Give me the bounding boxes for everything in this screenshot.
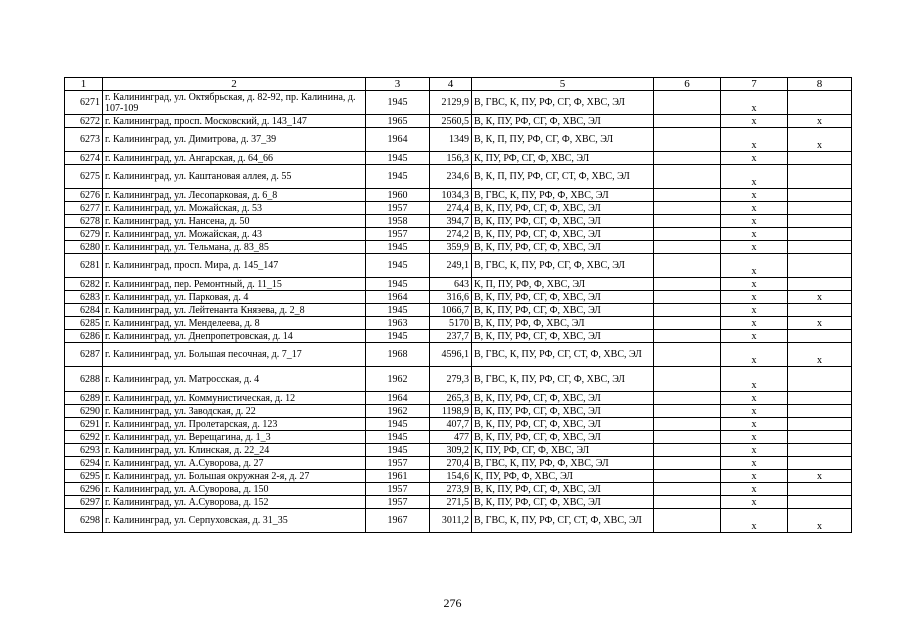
- col7-mark: x: [721, 291, 788, 304]
- col-header-3: 3: [366, 78, 430, 91]
- row-number: 6286: [65, 330, 103, 343]
- col7-mark: x: [721, 165, 788, 189]
- utilities-cell: К, ПУ, РФ, СГ, Ф, ХВС, ЭЛ: [472, 444, 654, 457]
- table-row: [65, 278, 852, 291]
- col8-mark: [788, 254, 852, 278]
- year-cell: 1964: [366, 392, 430, 405]
- year-cell: 1957: [366, 202, 430, 215]
- row-number: 6295: [65, 470, 103, 483]
- col-header-5: 5: [472, 78, 654, 91]
- year-cell: 1960: [366, 189, 430, 202]
- col7-mark: x: [721, 278, 788, 291]
- col7-mark: x: [721, 483, 788, 496]
- col6-cell: [654, 152, 721, 165]
- row-number: 6274: [65, 152, 103, 165]
- col-header-4: 4: [430, 78, 472, 91]
- col7-mark: x: [721, 496, 788, 509]
- col7-mark: x: [721, 215, 788, 228]
- year-cell: 1964: [366, 291, 430, 304]
- col8-mark: [788, 189, 852, 202]
- year-cell: 1945: [366, 330, 430, 343]
- utilities-cell: В, К, ПУ, РФ, СГ, Ф, ХВС, ЭЛ: [472, 392, 654, 405]
- col7-mark: x: [721, 367, 788, 392]
- col6-cell: [654, 254, 721, 278]
- table-row: [65, 128, 852, 152]
- row-number: 6297: [65, 496, 103, 509]
- year-cell: 1945: [366, 278, 430, 291]
- col8-mark: x: [788, 470, 852, 483]
- row-number: 6281: [65, 254, 103, 278]
- utilities-cell: В, К, ПУ, РФ, Ф, ХВС, ЭЛ: [472, 317, 654, 330]
- utilities-cell: В, К, ПУ, РФ, СГ, Ф, ХВС, ЭЛ: [472, 330, 654, 343]
- utilities-cell: В, К, ПУ, РФ, СГ, Ф, ХВС, ЭЛ: [472, 496, 654, 509]
- col6-cell: [654, 444, 721, 457]
- utilities-cell: В, ГВС, К, ПУ, РФ, СГ, СТ, Ф, ХВС, ЭЛ: [472, 509, 654, 533]
- col6-cell: [654, 496, 721, 509]
- col7-mark: x: [721, 392, 788, 405]
- col7-mark: x: [721, 189, 788, 202]
- row-number: 6293: [65, 444, 103, 457]
- col6-cell: [654, 405, 721, 418]
- col6-cell: [654, 215, 721, 228]
- col8-mark: [788, 241, 852, 254]
- col8-mark: [788, 228, 852, 241]
- row-number: 6272: [65, 115, 103, 128]
- area-cell: 156,3: [430, 152, 472, 165]
- col8-mark: x: [788, 317, 852, 330]
- year-cell: 1957: [366, 457, 430, 470]
- table-row: [65, 304, 852, 317]
- area-cell: 5170: [430, 317, 472, 330]
- row-number: 6285: [65, 317, 103, 330]
- table-row: [65, 343, 852, 367]
- utilities-cell: К, ПУ, РФ, Ф, ХВС, ЭЛ: [472, 470, 654, 483]
- year-cell: 1961: [366, 470, 430, 483]
- row-number: 6294: [65, 457, 103, 470]
- col8-mark: [788, 152, 852, 165]
- col-header-2: 2: [103, 78, 366, 91]
- page-number: 276: [443, 596, 462, 610]
- col8-mark: [788, 304, 852, 317]
- col7-mark: x: [721, 91, 788, 115]
- table-row: [65, 189, 852, 202]
- row-number: 6280: [65, 241, 103, 254]
- utilities-cell: В, К, ПУ, РФ, СГ, Ф, ХВС, ЭЛ: [472, 228, 654, 241]
- address-cell: г. Калининград, ул. Октябрьская, д. 82-92, пр. Калинина, д. 107-109: [103, 91, 366, 115]
- col6-cell: [654, 317, 721, 330]
- address-cell: г. Калининград, ул. Можайская, д. 43: [103, 228, 366, 241]
- area-cell: 1066,7: [430, 304, 472, 317]
- area-cell: 279,3: [430, 367, 472, 392]
- address-cell: г. Калининград, ул. Заводская, д. 22: [103, 405, 366, 418]
- area-cell: 1034,3: [430, 189, 472, 202]
- col-header-6: 6: [654, 78, 721, 91]
- col6-cell: [654, 470, 721, 483]
- year-cell: 1962: [366, 405, 430, 418]
- col6-cell: [654, 509, 721, 533]
- row-number: 6289: [65, 392, 103, 405]
- col8-mark: [788, 202, 852, 215]
- year-cell: 1958: [366, 215, 430, 228]
- col8-mark: [788, 457, 852, 470]
- row-number: 6287: [65, 343, 103, 367]
- year-cell: 1963: [366, 317, 430, 330]
- area-cell: 1198,9: [430, 405, 472, 418]
- area-cell: 2560,5: [430, 115, 472, 128]
- col6-cell: [654, 278, 721, 291]
- table-row: [65, 444, 852, 457]
- table-row: [65, 241, 852, 254]
- col-header-1: 1: [65, 78, 103, 91]
- address-cell: г. Калининград, просп. Московский, д. 143_147: [103, 115, 366, 128]
- col8-mark: [788, 367, 852, 392]
- col6-cell: [654, 392, 721, 405]
- row-number: 6276: [65, 189, 103, 202]
- col8-mark: [788, 496, 852, 509]
- col6-cell: [654, 202, 721, 215]
- address-cell: г. Калининград, ул. Тельмана, д. 83_85: [103, 241, 366, 254]
- utilities-cell: В, К, ПУ, РФ, СГ, Ф, ХВС, ЭЛ: [472, 431, 654, 444]
- col7-mark: x: [721, 202, 788, 215]
- area-cell: 249,1: [430, 254, 472, 278]
- col6-cell: [654, 483, 721, 496]
- col8-mark: [788, 330, 852, 343]
- address-cell: г. Калининград, ул. Менделеева, д. 8: [103, 317, 366, 330]
- col7-mark: x: [721, 254, 788, 278]
- row-number: 6282: [65, 278, 103, 291]
- utilities-cell: В, ГВС, К, ПУ, РФ, СГ, Ф, ХВС, ЭЛ: [472, 367, 654, 392]
- col8-mark: [788, 278, 852, 291]
- table-row: [65, 470, 852, 483]
- utilities-cell: В, ГВС, К, ПУ, РФ, СГ, СТ, Ф, ХВС, ЭЛ: [472, 343, 654, 367]
- table-row: [65, 202, 852, 215]
- area-cell: 643: [430, 278, 472, 291]
- table-row: [65, 509, 852, 533]
- col6-cell: [654, 291, 721, 304]
- row-number: 6291: [65, 418, 103, 431]
- utilities-cell: В, ГВС, К, ПУ, РФ, СГ, Ф, ХВС, ЭЛ: [472, 254, 654, 278]
- col8-mark: x: [788, 115, 852, 128]
- col8-mark: x: [788, 291, 852, 304]
- col-header-7: 7: [721, 78, 788, 91]
- col6-cell: [654, 91, 721, 115]
- utilities-cell: В, К, ПУ, РФ, СГ, Ф, ХВС, ЭЛ: [472, 291, 654, 304]
- table-row: [65, 152, 852, 165]
- col6-cell: [654, 128, 721, 152]
- area-cell: 271,5: [430, 496, 472, 509]
- col6-cell: [654, 343, 721, 367]
- table-row: [65, 418, 852, 431]
- table-row: [65, 115, 852, 128]
- year-cell: 1945: [366, 165, 430, 189]
- utilities-cell: В, ГВС, К, ПУ, РФ, СГ, Ф, ХВС, ЭЛ: [472, 91, 654, 115]
- table-row: [65, 483, 852, 496]
- year-cell: 1957: [366, 496, 430, 509]
- address-cell: г. Калининград, ул. А.Суворова, д. 152: [103, 496, 366, 509]
- utilities-cell: К, ПУ, РФ, СГ, Ф, ХВС, ЭЛ: [472, 152, 654, 165]
- table-row: [65, 228, 852, 241]
- area-cell: 359,9: [430, 241, 472, 254]
- col6-cell: [654, 304, 721, 317]
- col6-cell: [654, 115, 721, 128]
- utilities-cell: В, К, ПУ, РФ, СГ, Ф, ХВС, ЭЛ: [472, 483, 654, 496]
- col6-cell: [654, 189, 721, 202]
- address-cell: г. Калининград, ул. Клинская, д. 22_24: [103, 444, 366, 457]
- table-row: [65, 431, 852, 444]
- row-number: 6275: [65, 165, 103, 189]
- table-row: [65, 317, 852, 330]
- col8-mark: x: [788, 509, 852, 533]
- col6-cell: [654, 418, 721, 431]
- table-row: [65, 165, 852, 189]
- utilities-cell: В, К, П, ПУ, РФ, СГ, СТ, Ф, ХВС, ЭЛ: [472, 165, 654, 189]
- area-cell: 3011,2: [430, 509, 472, 533]
- header-row: [65, 78, 852, 91]
- address-cell: г. Калининград, ул. А.Суворова, д. 27: [103, 457, 366, 470]
- year-cell: 1945: [366, 444, 430, 457]
- area-cell: 234,6: [430, 165, 472, 189]
- year-cell: 1965: [366, 115, 430, 128]
- year-cell: 1945: [366, 241, 430, 254]
- row-number: 6277: [65, 202, 103, 215]
- table-row: [65, 291, 852, 304]
- col7-mark: x: [721, 115, 788, 128]
- col8-mark: [788, 392, 852, 405]
- year-cell: 1945: [366, 152, 430, 165]
- col7-mark: x: [721, 304, 788, 317]
- area-cell: 394,7: [430, 215, 472, 228]
- address-cell: г. Калининград, ул. Каштановая аллея, д. 55: [103, 165, 366, 189]
- area-cell: 274,4: [430, 202, 472, 215]
- address-cell: г. Калининград, ул. А.Суворова, д. 150: [103, 483, 366, 496]
- utilities-cell: В, К, ПУ, РФ, СГ, Ф, ХВС, ЭЛ: [472, 304, 654, 317]
- col7-mark: x: [721, 509, 788, 533]
- col8-mark: x: [788, 128, 852, 152]
- col6-cell: [654, 228, 721, 241]
- col7-mark: x: [721, 405, 788, 418]
- row-number: 6283: [65, 291, 103, 304]
- utilities-cell: В, ГВС, К, ПУ, РФ, Ф, ХВС, ЭЛ: [472, 189, 654, 202]
- col8-mark: [788, 215, 852, 228]
- col8-mark: [788, 165, 852, 189]
- col7-mark: x: [721, 317, 788, 330]
- row-number: 6298: [65, 509, 103, 533]
- year-cell: 1967: [366, 509, 430, 533]
- row-number: 6296: [65, 483, 103, 496]
- buildings-table: [64, 77, 852, 533]
- address-cell: г. Калининград, ул. Днепропетровская, д. 14: [103, 330, 366, 343]
- col8-mark: x: [788, 343, 852, 367]
- col7-mark: x: [721, 343, 788, 367]
- area-cell: 270,4: [430, 457, 472, 470]
- table-row: [65, 367, 852, 392]
- row-number: 6290: [65, 405, 103, 418]
- row-number: 6279: [65, 228, 103, 241]
- utilities-cell: В, К, ПУ, РФ, СГ, Ф, ХВС, ЭЛ: [472, 241, 654, 254]
- table-row: [65, 496, 852, 509]
- col7-mark: x: [721, 128, 788, 152]
- area-cell: 2129,9: [430, 91, 472, 115]
- year-cell: 1945: [366, 431, 430, 444]
- row-number: 6288: [65, 367, 103, 392]
- area-cell: 316,6: [430, 291, 472, 304]
- table-row: [65, 457, 852, 470]
- table-row: [65, 405, 852, 418]
- table-row: [65, 392, 852, 405]
- area-cell: 1349: [430, 128, 472, 152]
- utilities-cell: В, К, ПУ, РФ, СГ, Ф, ХВС, ЭЛ: [472, 215, 654, 228]
- address-cell: г. Калининград, ул. Большая окружная 2-я, д. 27: [103, 470, 366, 483]
- address-cell: г. Калининград, ул. Большая песочная, д. 7_17: [103, 343, 366, 367]
- col6-cell: [654, 431, 721, 444]
- area-cell: 309,2: [430, 444, 472, 457]
- col7-mark: x: [721, 470, 788, 483]
- year-cell: 1962: [366, 367, 430, 392]
- utilities-cell: В, К, ПУ, РФ, СГ, Ф, ХВС, ЭЛ: [472, 202, 654, 215]
- utilities-cell: В, К, ПУ, РФ, СГ, Ф, ХВС, ЭЛ: [472, 115, 654, 128]
- col7-mark: x: [721, 330, 788, 343]
- utilities-cell: В, ГВС, К, ПУ, РФ, Ф, ХВС, ЭЛ: [472, 457, 654, 470]
- col8-mark: [788, 444, 852, 457]
- col6-cell: [654, 367, 721, 392]
- col7-mark: x: [721, 152, 788, 165]
- address-cell: г. Калининград, ул. Лесопарковая, д. 6_8: [103, 189, 366, 202]
- year-cell: 1945: [366, 304, 430, 317]
- area-cell: 265,3: [430, 392, 472, 405]
- col7-mark: x: [721, 241, 788, 254]
- address-cell: г. Калининград, ул. Матросская, д. 4: [103, 367, 366, 392]
- col7-mark: x: [721, 228, 788, 241]
- utilities-cell: В, К, ПУ, РФ, СГ, Ф, ХВС, ЭЛ: [472, 405, 654, 418]
- address-cell: г. Калининград, пер. Ремонтный, д. 11_15: [103, 278, 366, 291]
- col6-cell: [654, 165, 721, 189]
- row-number: 6273: [65, 128, 103, 152]
- col7-mark: x: [721, 418, 788, 431]
- address-cell: г. Калининград, ул. Серпуховская, д. 31_35: [103, 509, 366, 533]
- year-cell: 1964: [366, 128, 430, 152]
- utilities-cell: К, П, ПУ, РФ, Ф, ХВС, ЭЛ: [472, 278, 654, 291]
- year-cell: 1957: [366, 228, 430, 241]
- col7-mark: x: [721, 431, 788, 444]
- address-cell: г. Калининград, ул. Нансена, д. 50: [103, 215, 366, 228]
- row-number: 6284: [65, 304, 103, 317]
- area-cell: 154,6: [430, 470, 472, 483]
- area-cell: 477: [430, 431, 472, 444]
- address-cell: г. Калининград, ул. Коммунистическая, д. 12: [103, 392, 366, 405]
- col6-cell: [654, 241, 721, 254]
- year-cell: 1968: [366, 343, 430, 367]
- year-cell: 1945: [366, 254, 430, 278]
- col6-cell: [654, 330, 721, 343]
- col8-mark: [788, 431, 852, 444]
- address-cell: г. Калининград, ул. Парковая, д. 4: [103, 291, 366, 304]
- area-cell: 4596,1: [430, 343, 472, 367]
- col8-mark: [788, 418, 852, 431]
- table-row: [65, 91, 852, 115]
- col7-mark: x: [721, 457, 788, 470]
- utilities-cell: В, К, П, ПУ, РФ, СГ, Ф, ХВС, ЭЛ: [472, 128, 654, 152]
- address-cell: г. Калининград, ул. Димитрова, д. 37_39: [103, 128, 366, 152]
- col8-mark: [788, 91, 852, 115]
- row-number: 6271: [65, 91, 103, 115]
- year-cell: 1957: [366, 483, 430, 496]
- address-cell: г. Калининград, ул. Пролетарская, д. 123: [103, 418, 366, 431]
- area-cell: 237,7: [430, 330, 472, 343]
- table-row: [65, 215, 852, 228]
- col7-mark: x: [721, 444, 788, 457]
- address-cell: г. Калининград, ул. Лейтенанта Князева, д. 2_8: [103, 304, 366, 317]
- col8-mark: [788, 483, 852, 496]
- address-cell: г. Калининград, ул. Ангарская, д. 64_66: [103, 152, 366, 165]
- col8-mark: [788, 405, 852, 418]
- address-cell: г. Калининград, ул. Можайская, д. 53: [103, 202, 366, 215]
- address-cell: г. Калининград, просп. Мира, д. 145_147: [103, 254, 366, 278]
- table-row: [65, 330, 852, 343]
- row-number: 6278: [65, 215, 103, 228]
- area-cell: 407,7: [430, 418, 472, 431]
- area-cell: 274,2: [430, 228, 472, 241]
- address-cell: г. Калининград, ул. Верещагина, д. 1_3: [103, 431, 366, 444]
- table-row: [65, 254, 852, 278]
- utilities-cell: В, К, ПУ, РФ, СГ, Ф, ХВС, ЭЛ: [472, 418, 654, 431]
- row-number: 6292: [65, 431, 103, 444]
- col6-cell: [654, 457, 721, 470]
- year-cell: 1945: [366, 418, 430, 431]
- col-header-8: 8: [788, 78, 852, 91]
- year-cell: 1945: [366, 91, 430, 115]
- area-cell: 273,9: [430, 483, 472, 496]
